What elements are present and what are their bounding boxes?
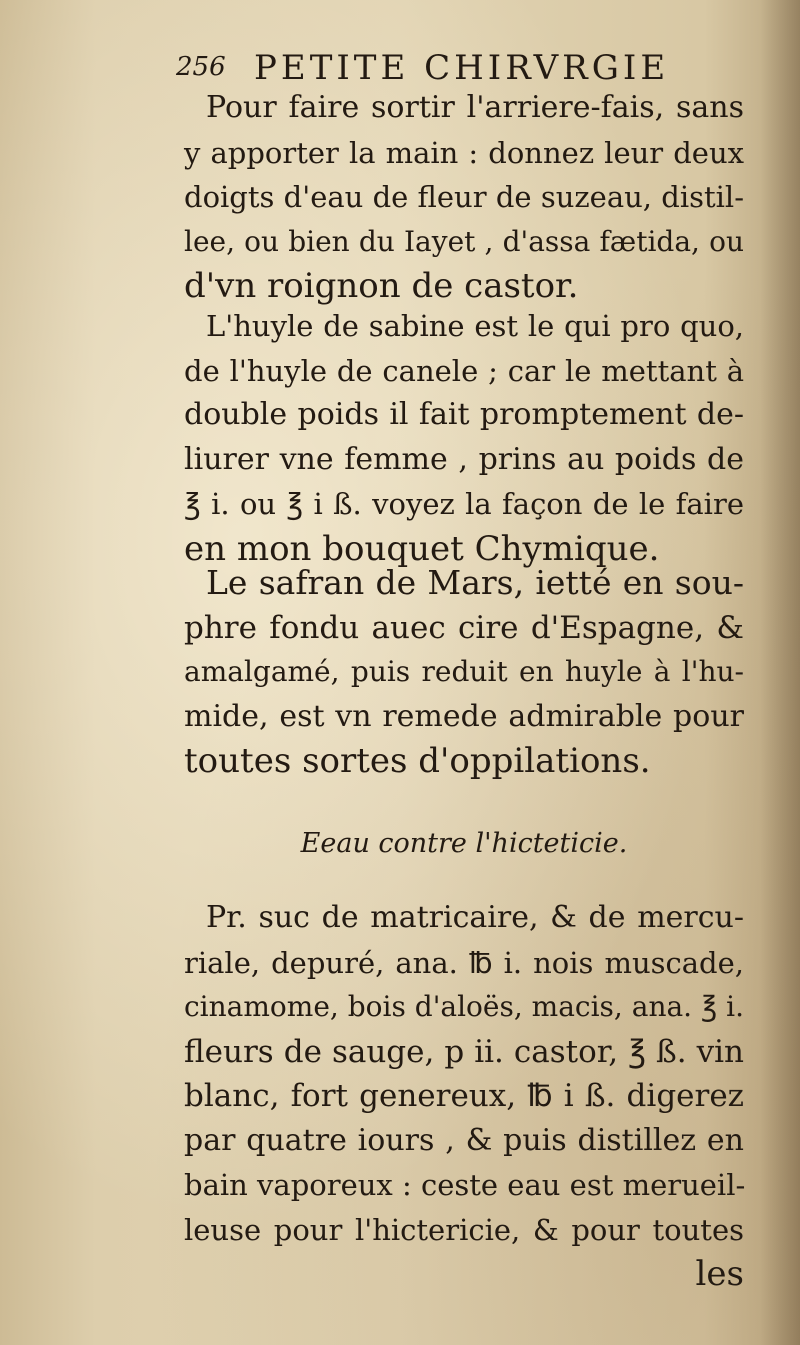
- paragraph-arriere-fais: [184, 86, 744, 309]
- text-line: blanc, fort genereux, ℔ i ß. digerez: [184, 1078, 744, 1114]
- text-line: de l'huyle de canele ; car le mettant à: [184, 353, 744, 388]
- text-line: double poids il fait promptement de-: [184, 397, 744, 432]
- text-line: toutes sortes d'oppilations.: [184, 741, 651, 781]
- text-line: mide, est vn remede admirable pour: [184, 698, 744, 734]
- text-line: phre fondu auec cire d'Espagne, &: [184, 609, 744, 646]
- text-line: d'vn roignon de castor.: [184, 266, 579, 306]
- text-line: par quatre iours , & puis distillez en: [184, 1122, 744, 1158]
- page-header: [176, 48, 736, 88]
- page-edge-shadow: [760, 0, 800, 1345]
- catchword: les: [695, 1254, 744, 1294]
- text-line: cinamome, bois d'aloës, macis, ana. ℥ i.: [184, 990, 744, 1023]
- text-line: ℥ i. ou ℥ i ß. voyez la façon de le faire: [184, 487, 744, 521]
- text-line: en mon bouquet Chymique.: [184, 528, 660, 569]
- paragraph-recipe: [184, 896, 744, 1297]
- text-line: Pr. suc de matricaire, & de mercu-: [206, 900, 744, 935]
- page-number: 256: [176, 52, 226, 82]
- paragraph-huyle-sabine: [184, 304, 744, 571]
- text-line: doigts d'eau de fleur de suzeau, distil-: [184, 180, 744, 214]
- paragraph-safran-de-mars: [184, 561, 744, 784]
- text-line: Pour faire sortir l'arriere-fais, sans: [206, 90, 744, 125]
- text-line: y apporter la main : donnez leur deux: [184, 135, 744, 170]
- text-line: L'huyle de sabine est le qui pro quo,: [206, 309, 744, 343]
- text-line: fleurs de sauge, p ii. castor, ℥ ß. vin: [184, 1033, 744, 1070]
- text-line: bain vaporeux : ceste eau est merueil-: [184, 1168, 746, 1202]
- running-head: PETITE CHIRVRGIE: [254, 48, 670, 88]
- text-line: Le safran de Mars, ietté en sou-: [206, 563, 744, 602]
- text-line: riale, depuré, ana. ℔ i. nois muscade,: [184, 945, 744, 980]
- text-line: leuse pour l'hictericie, & pour toutes: [184, 1212, 744, 1247]
- text-line: liurer vne femme , prins au poids de: [184, 441, 744, 477]
- text-line: lee, ou bien du Iayet , d'assa fætida, ou: [184, 224, 744, 258]
- text-line: amalgamé, puis reduit en huyle à l'hu-: [184, 655, 744, 688]
- section-title: Eeau contre l'hicteticie.: [300, 828, 628, 859]
